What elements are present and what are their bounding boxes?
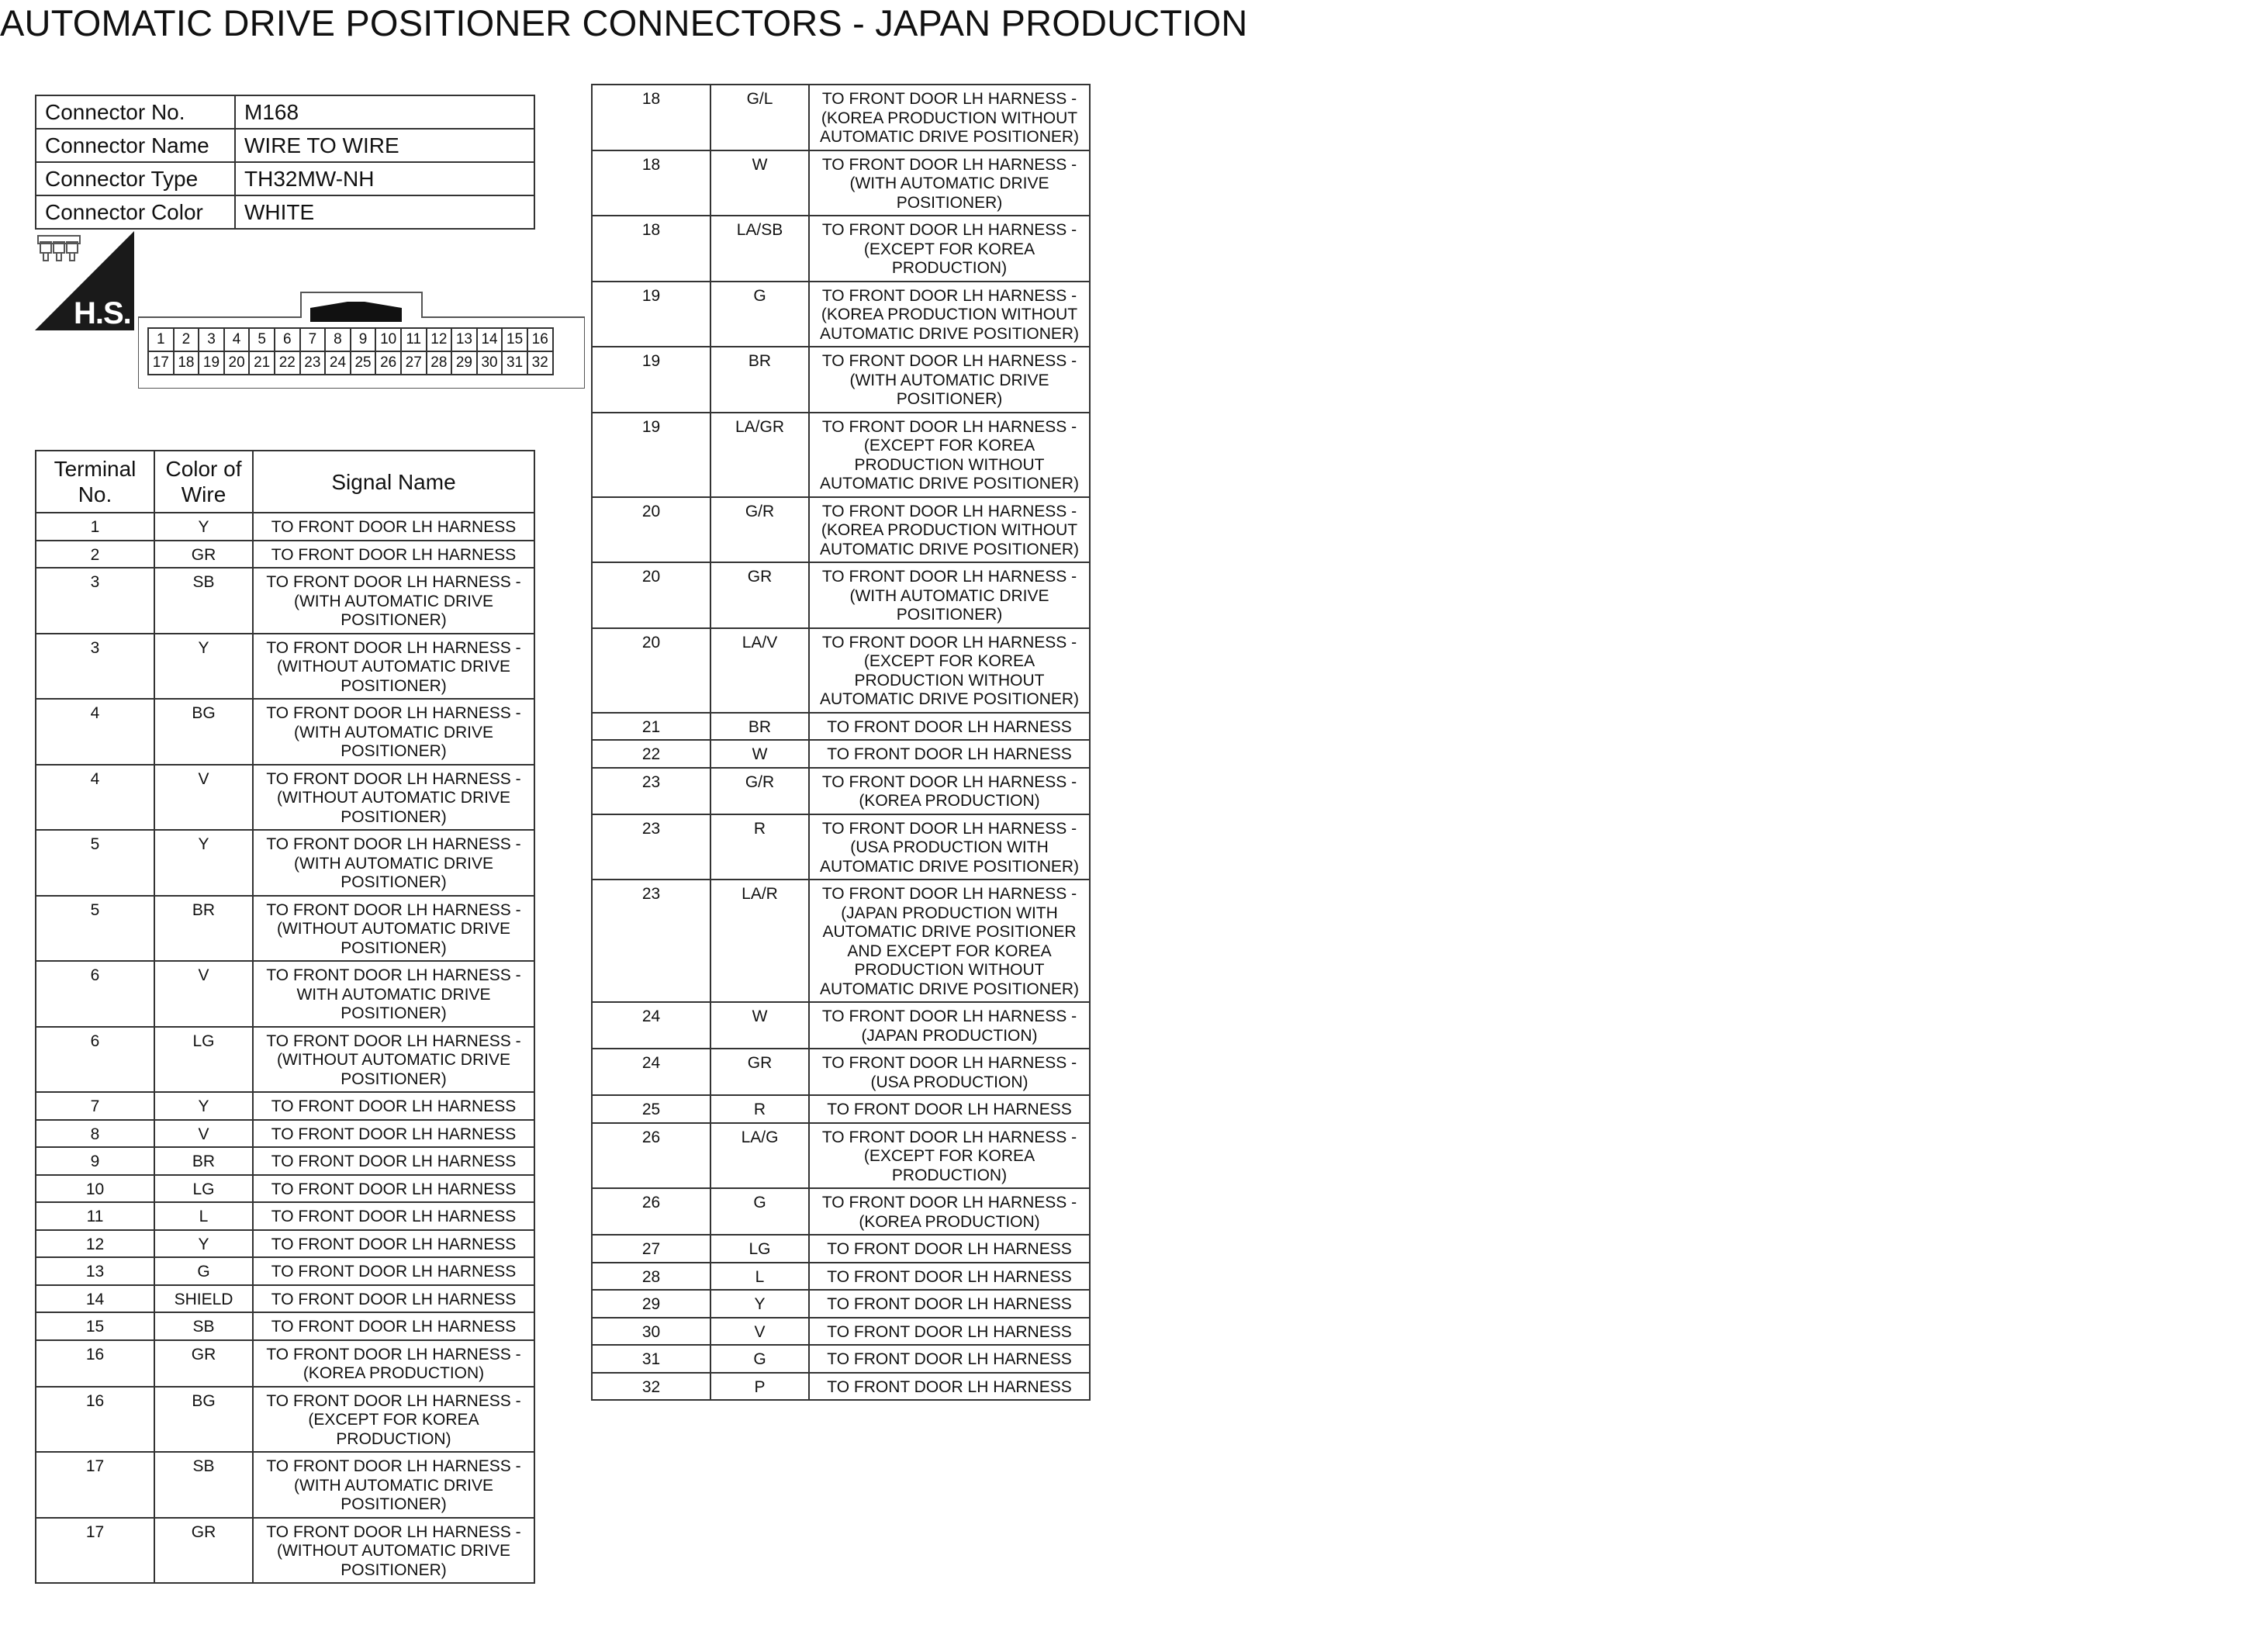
terminal-no-cell: 13	[36, 1257, 154, 1285]
table-row	[592, 150, 1090, 216]
signal-name-cell: TO FRONT DOOR LH HARNESS	[809, 1318, 1090, 1346]
signal-name-cell: TO FRONT DOOR LH HARNESS - (WITH AUTOMATIC DRIVE POSITIONER)	[253, 830, 534, 896]
table-row	[592, 1123, 1090, 1189]
signal-name-cell: TO FRONT DOOR LH HARNESS - (JAPAN PRODUCTION)	[809, 1002, 1090, 1049]
connector-color-label: Connector Color	[36, 195, 235, 229]
terminal-no-cell: 16	[36, 1340, 154, 1387]
terminal-no-cell: 18	[592, 85, 710, 150]
wire-color-cell: LA/R	[710, 880, 809, 1002]
signal-name-cell: TO FRONT DOOR LH HARNESS	[809, 1290, 1090, 1318]
wire-color-cell: G	[710, 282, 809, 347]
wire-color-cell: SB	[154, 1452, 253, 1518]
terminal-no-cell: 22	[592, 740, 710, 768]
pin-cell: 15	[502, 328, 527, 351]
signal-name-cell: TO FRONT DOOR LH HARNESS - (WITH AUTOMATIC DRIVE POSITIONER)	[809, 347, 1090, 413]
table-row	[36, 1387, 534, 1453]
table-row	[36, 699, 534, 765]
table-row	[592, 282, 1090, 347]
pin-cell: 21	[249, 351, 275, 375]
wire-color-cell: W	[710, 150, 809, 216]
table-row	[592, 1235, 1090, 1263]
signal-name-cell: TO FRONT DOOR LH HARNESS	[253, 1230, 534, 1258]
signal-name-cell: TO FRONT DOOR LH HARNESS - (KOREA PRODUCTION WITHOUT AUTOMATIC DRIVE POSITIONER)	[809, 497, 1090, 563]
table-header-row	[36, 451, 534, 513]
connector-name-value: WIRE TO WIRE	[235, 129, 534, 162]
terminal-no-cell: 9	[36, 1147, 154, 1175]
connector-no-row	[36, 95, 534, 129]
table-row	[36, 568, 534, 634]
connector-info-table	[35, 95, 535, 230]
pin-cell: 1	[148, 328, 174, 351]
signal-name-cell: TO FRONT DOOR LH HARNESS	[809, 1373, 1090, 1401]
table-row	[36, 1312, 534, 1340]
terminal-no-cell: 23	[592, 768, 710, 814]
wire-color-cell: SB	[154, 1312, 253, 1340]
signal-name-cell: TO FRONT DOOR LH HARNESS	[253, 1202, 534, 1230]
wire-color-cell: P	[710, 1373, 809, 1401]
terminal-no-cell: 30	[592, 1318, 710, 1346]
table-row	[36, 1518, 534, 1584]
terminal-no-cell: 25	[592, 1095, 710, 1123]
signal-name-cell: TO FRONT DOOR LH HARNESS - WITH AUTOMATIC DRIVE POSITIONER)	[253, 961, 534, 1027]
wire-color-cell: G/R	[710, 497, 809, 563]
pin-cell: 2	[174, 328, 199, 351]
table-row	[592, 216, 1090, 282]
terminal-no-cell: 14	[36, 1285, 154, 1313]
wire-color-cell: BR	[710, 713, 809, 741]
signal-name-cell: TO FRONT DOOR LH HARNESS - (WITHOUT AUTOMATIC DRIVE POSITIONER)	[253, 1518, 534, 1584]
pin-cell: 22	[275, 351, 300, 375]
table-row	[36, 1027, 534, 1093]
table-row	[36, 1120, 534, 1148]
terminal-no-cell: 4	[36, 699, 154, 765]
signal-name-cell: TO FRONT DOOR LH HARNESS - (EXCEPT FOR KOREA PRODUCTION)	[809, 1123, 1090, 1189]
terminal-no-cell: 3	[36, 568, 154, 634]
wire-color-cell: SHIELD	[154, 1285, 253, 1313]
wire-color-cell: V	[154, 1120, 253, 1148]
signal-name-cell: TO FRONT DOOR LH HARNESS	[253, 1257, 534, 1285]
connector-no-label: Connector No.	[36, 95, 235, 129]
table-row	[592, 562, 1090, 628]
signal-name-cell: TO FRONT DOOR LH HARNESS - (WITHOUT AUTOMATIC DRIVE POSITIONER)	[253, 634, 534, 700]
wire-color-cell: G/R	[710, 768, 809, 814]
connector-type-value: TH32MW-NH	[235, 162, 534, 195]
signal-name-cell: TO FRONT DOOR LH HARNESS	[809, 1263, 1090, 1291]
table-row	[592, 1002, 1090, 1049]
wire-color-cell: GR	[710, 562, 809, 628]
signal-name-cell: TO FRONT DOOR LH HARNESS - (WITHOUT AUTOMATIC DRIVE POSITIONER)	[253, 896, 534, 962]
table-row	[592, 1188, 1090, 1235]
table-row	[36, 1230, 534, 1258]
terminal-no-cell: 27	[592, 1235, 710, 1263]
pin-cell: 29	[451, 351, 477, 375]
wire-color-cell: LG	[154, 1175, 253, 1203]
table-row	[36, 1147, 534, 1175]
terminal-no-cell: 10	[36, 1175, 154, 1203]
connector-color-value: WHITE	[235, 195, 534, 229]
terminal-no-cell: 1	[36, 513, 154, 541]
signal-name-cell: TO FRONT DOOR LH HARNESS	[253, 1147, 534, 1175]
table-row	[592, 1290, 1090, 1318]
wire-color-cell: BR	[710, 347, 809, 413]
terminal-table-left	[35, 450, 535, 1584]
terminal-no-cell: 19	[592, 413, 710, 497]
wire-color-cell: BG	[154, 1387, 253, 1453]
wire-color-cell: W	[710, 740, 809, 768]
table-row	[36, 1202, 534, 1230]
wire-color-cell: Y	[710, 1290, 809, 1318]
signal-name-cell: TO FRONT DOOR LH HARNESS - (KOREA PRODUCTION)	[253, 1340, 534, 1387]
pin-cell: 20	[224, 351, 250, 375]
terminal-no-cell: 5	[36, 896, 154, 962]
wire-color-cell: V	[710, 1318, 809, 1346]
terminal-no-cell: 17	[36, 1518, 154, 1584]
signal-name-cell: TO FRONT DOOR LH HARNESS - (KOREA PRODUCTION)	[809, 1188, 1090, 1235]
connector-type-row	[36, 162, 534, 195]
table-row	[592, 713, 1090, 741]
signal-name-cell: TO FRONT DOOR LH HARNESS - (KOREA PRODUCTION)	[809, 768, 1090, 814]
wire-color-cell: L	[710, 1263, 809, 1291]
table-row	[36, 1285, 534, 1313]
table-row	[592, 1095, 1090, 1123]
signal-name-cell: TO FRONT DOOR LH HARNESS	[253, 1175, 534, 1203]
pin-row-top	[148, 328, 553, 351]
signal-name-cell: TO FRONT DOOR LH HARNESS	[809, 1235, 1090, 1263]
table-row	[592, 1345, 1090, 1373]
header-color-of-wire: Color of Wire	[154, 451, 253, 513]
terminal-no-cell: 26	[592, 1188, 710, 1235]
wire-color-cell: Y	[154, 830, 253, 896]
signal-name-cell: TO FRONT DOOR LH HARNESS	[809, 713, 1090, 741]
pin-cell: 12	[427, 328, 452, 351]
terminal-no-cell: 17	[36, 1452, 154, 1518]
table-row	[36, 1452, 534, 1518]
wire-color-cell: LG	[710, 1235, 809, 1263]
table-row	[592, 1263, 1090, 1291]
connector-type-label: Connector Type	[36, 162, 235, 195]
wire-color-cell: LA/SB	[710, 216, 809, 282]
terminal-no-cell: 23	[592, 880, 710, 1002]
terminal-no-cell: 20	[592, 497, 710, 563]
pin-cell: 7	[300, 328, 326, 351]
signal-name-cell: TO FRONT DOOR LH HARNESS - (WITH AUTOMATIC DRIVE POSITIONER)	[809, 150, 1090, 216]
pin-cell: 5	[249, 328, 275, 351]
terminal-no-cell: 2	[36, 541, 154, 569]
table-row	[592, 880, 1090, 1002]
signal-name-cell: TO FRONT DOOR LH HARNESS - (WITH AUTOMATIC DRIVE POSITIONER)	[253, 699, 534, 765]
signal-name-cell: TO FRONT DOOR LH HARNESS - (USA PRODUCTION)	[809, 1049, 1090, 1095]
terminal-table-right	[591, 84, 1091, 1401]
wire-color-cell: G/L	[710, 85, 809, 150]
pin-cell: 24	[325, 351, 351, 375]
wire-color-cell: BG	[154, 699, 253, 765]
terminal-no-cell: 21	[592, 713, 710, 741]
pin-cell: 13	[451, 328, 477, 351]
terminal-no-cell: 6	[36, 961, 154, 1027]
wire-color-cell: LA/GR	[710, 413, 809, 497]
terminal-no-cell: 16	[36, 1387, 154, 1453]
wire-color-cell: V	[154, 961, 253, 1027]
wire-color-cell: R	[710, 1095, 809, 1123]
wire-color-cell: G	[710, 1345, 809, 1373]
table-row	[592, 347, 1090, 413]
pin-cell: 25	[351, 351, 376, 375]
terminal-no-cell: 3	[36, 634, 154, 700]
wire-color-cell: GR	[154, 1518, 253, 1584]
header-terminal-no: Terminal No.	[36, 451, 154, 513]
pin-cell: 8	[325, 328, 351, 351]
table-row	[36, 634, 534, 700]
connector-no-value: M168	[235, 95, 534, 129]
terminal-no-cell: 7	[36, 1092, 154, 1120]
table-row	[592, 85, 1090, 150]
table-row	[36, 765, 534, 831]
signal-name-cell: TO FRONT DOOR LH HARNESS - (JAPAN PRODUCTION WITH AUTOMATIC DRIVE POSITIONER AND EXCEPT FOR KOREA PRODUCTION WITHOUT AUTOMATIC DRIVE POSITIONER)	[809, 880, 1090, 1002]
pin-cell: 11	[401, 328, 427, 351]
table-row	[36, 541, 534, 569]
pin-cell: 18	[174, 351, 199, 375]
terminal-no-cell: 11	[36, 1202, 154, 1230]
terminal-no-cell: 29	[592, 1290, 710, 1318]
terminal-no-cell: 8	[36, 1120, 154, 1148]
table-row	[592, 1049, 1090, 1095]
terminal-no-cell: 32	[592, 1373, 710, 1401]
terminal-no-cell: 18	[592, 216, 710, 282]
terminal-no-cell: 23	[592, 814, 710, 880]
signal-name-cell: TO FRONT DOOR LH HARNESS	[253, 1312, 534, 1340]
terminal-no-cell: 6	[36, 1027, 154, 1093]
pin-cell: 10	[375, 328, 401, 351]
terminal-no-cell: 24	[592, 1002, 710, 1049]
signal-name-cell: TO FRONT DOOR LH HARNESS - (WITH AUTOMATIC DRIVE POSITIONER)	[809, 562, 1090, 628]
terminal-no-cell: 15	[36, 1312, 154, 1340]
signal-name-cell: TO FRONT DOOR LH HARNESS	[253, 513, 534, 541]
signal-name-cell: TO FRONT DOOR LH HARNESS - (EXCEPT FOR KOREA PRODUCTION WITHOUT AUTOMATIC DRIVE POSITIONER)	[809, 413, 1090, 497]
signal-name-cell: TO FRONT DOOR LH HARNESS	[253, 1285, 534, 1313]
terminal-no-cell: 19	[592, 347, 710, 413]
wire-color-cell: Y	[154, 1092, 253, 1120]
signal-name-cell: TO FRONT DOOR LH HARNESS	[809, 740, 1090, 768]
table-row	[36, 1175, 534, 1203]
table-row	[592, 628, 1090, 713]
pin-cell: 16	[527, 328, 553, 351]
table-row	[36, 513, 534, 541]
terminal-no-cell: 19	[592, 282, 710, 347]
table-row	[592, 1373, 1090, 1401]
wire-color-cell: BR	[154, 1147, 253, 1175]
wire-color-cell: Y	[154, 634, 253, 700]
pin-cell: 32	[527, 351, 553, 375]
pin-cell: 6	[275, 328, 300, 351]
table-row	[36, 830, 534, 896]
terminal-no-cell: 28	[592, 1263, 710, 1291]
pin-cell: 28	[427, 351, 452, 375]
header-signal-name: Signal Name	[253, 451, 534, 513]
terminal-no-cell: 26	[592, 1123, 710, 1189]
terminal-no-cell: 4	[36, 765, 154, 831]
signal-name-cell: TO FRONT DOOR LH HARNESS - (WITH AUTOMATIC DRIVE POSITIONER)	[253, 1452, 534, 1518]
terminal-no-cell: 5	[36, 830, 154, 896]
wire-color-cell: LG	[154, 1027, 253, 1093]
wire-color-cell: G	[710, 1188, 809, 1235]
connector-name-label: Connector Name	[36, 129, 235, 162]
table-row	[36, 961, 534, 1027]
terminal-no-cell: 18	[592, 150, 710, 216]
signal-name-cell: TO FRONT DOOR LH HARNESS	[809, 1345, 1090, 1373]
connector-name-row	[36, 129, 534, 162]
pin-cell: 26	[375, 351, 401, 375]
pin-cell: 17	[148, 351, 174, 375]
table-row	[36, 1092, 534, 1120]
pin-cell: 19	[199, 351, 224, 375]
table-row	[36, 1257, 534, 1285]
table-row	[592, 768, 1090, 814]
terminal-no-cell: 20	[592, 628, 710, 713]
table-row	[592, 740, 1090, 768]
wire-color-cell: R	[710, 814, 809, 880]
signal-name-cell: TO FRONT DOOR LH HARNESS - (EXCEPT FOR KOREA PRODUCTION WITHOUT AUTOMATIC DRIVE POSITIONER)	[809, 628, 1090, 713]
table-row	[36, 896, 534, 962]
wire-color-cell: Y	[154, 1230, 253, 1258]
signal-name-cell: TO FRONT DOOR LH HARNESS - (KOREA PRODUCTION WITHOUT AUTOMATIC DRIVE POSITIONER)	[809, 85, 1090, 150]
terminal-no-cell: 24	[592, 1049, 710, 1095]
pin-cell: 9	[351, 328, 376, 351]
signal-name-cell: TO FRONT DOOR LH HARNESS - (WITHOUT AUTOMATIC DRIVE POSITIONER)	[253, 1027, 534, 1093]
wire-color-cell: GR	[154, 541, 253, 569]
wire-color-cell: LA/G	[710, 1123, 809, 1189]
terminal-no-cell: 31	[592, 1345, 710, 1373]
signal-name-cell: TO FRONT DOOR LH HARNESS - (KOREA PRODUCTION WITHOUT AUTOMATIC DRIVE POSITIONER)	[809, 282, 1090, 347]
table-row	[592, 1318, 1090, 1346]
signal-name-cell: TO FRONT DOOR LH HARNESS	[253, 541, 534, 569]
table-row	[592, 497, 1090, 563]
wire-color-cell: V	[154, 765, 253, 831]
wire-color-cell: GR	[710, 1049, 809, 1095]
wire-color-cell: G	[154, 1257, 253, 1285]
wire-color-cell: W	[710, 1002, 809, 1049]
pin-cell: 3	[199, 328, 224, 351]
pin-cell: 23	[300, 351, 326, 375]
signal-name-cell: TO FRONT DOOR LH HARNESS - (EXCEPT FOR KOREA PRODUCTION)	[809, 216, 1090, 282]
connector-color-row	[36, 195, 534, 229]
hs-label: H.S.	[74, 296, 131, 330]
signal-name-cell: TO FRONT DOOR LH HARNESS	[809, 1095, 1090, 1123]
signal-name-cell: TO FRONT DOOR LH HARNESS - (WITHOUT AUTOMATIC DRIVE POSITIONER)	[253, 765, 534, 831]
wire-color-cell: LA/V	[710, 628, 809, 713]
table-row	[592, 814, 1090, 880]
pin-cell: 4	[224, 328, 250, 351]
pin-cell: 31	[502, 351, 527, 375]
signal-name-cell: TO FRONT DOOR LH HARNESS - (EXCEPT FOR KOREA PRODUCTION)	[253, 1387, 534, 1453]
page-title: AUTOMATIC DRIVE POSITIONER CONNECTORS - JAPAN PRODUCTION	[0, 2, 1248, 43]
pin-cell: 14	[477, 328, 503, 351]
table-row	[592, 413, 1090, 497]
pin-cell: 27	[401, 351, 427, 375]
wire-color-cell: BR	[154, 896, 253, 962]
signal-name-cell: TO FRONT DOOR LH HARNESS - (USA PRODUCTION WITH AUTOMATIC DRIVE POSITIONER)	[809, 814, 1090, 880]
wire-color-cell: Y	[154, 513, 253, 541]
terminal-no-cell: 20	[592, 562, 710, 628]
connector-pin-grid	[147, 327, 554, 375]
signal-name-cell: TO FRONT DOOR LH HARNESS	[253, 1092, 534, 1120]
signal-name-cell: TO FRONT DOOR LH HARNESS	[253, 1120, 534, 1148]
wire-color-cell: SB	[154, 568, 253, 634]
pin-row-bottom	[148, 351, 553, 375]
table-row	[36, 1340, 534, 1387]
wire-color-cell: GR	[154, 1340, 253, 1387]
pin-cell: 30	[477, 351, 503, 375]
wire-color-cell: L	[154, 1202, 253, 1230]
terminal-no-cell: 12	[36, 1230, 154, 1258]
signal-name-cell: TO FRONT DOOR LH HARNESS - (WITH AUTOMATIC DRIVE POSITIONER)	[253, 568, 534, 634]
